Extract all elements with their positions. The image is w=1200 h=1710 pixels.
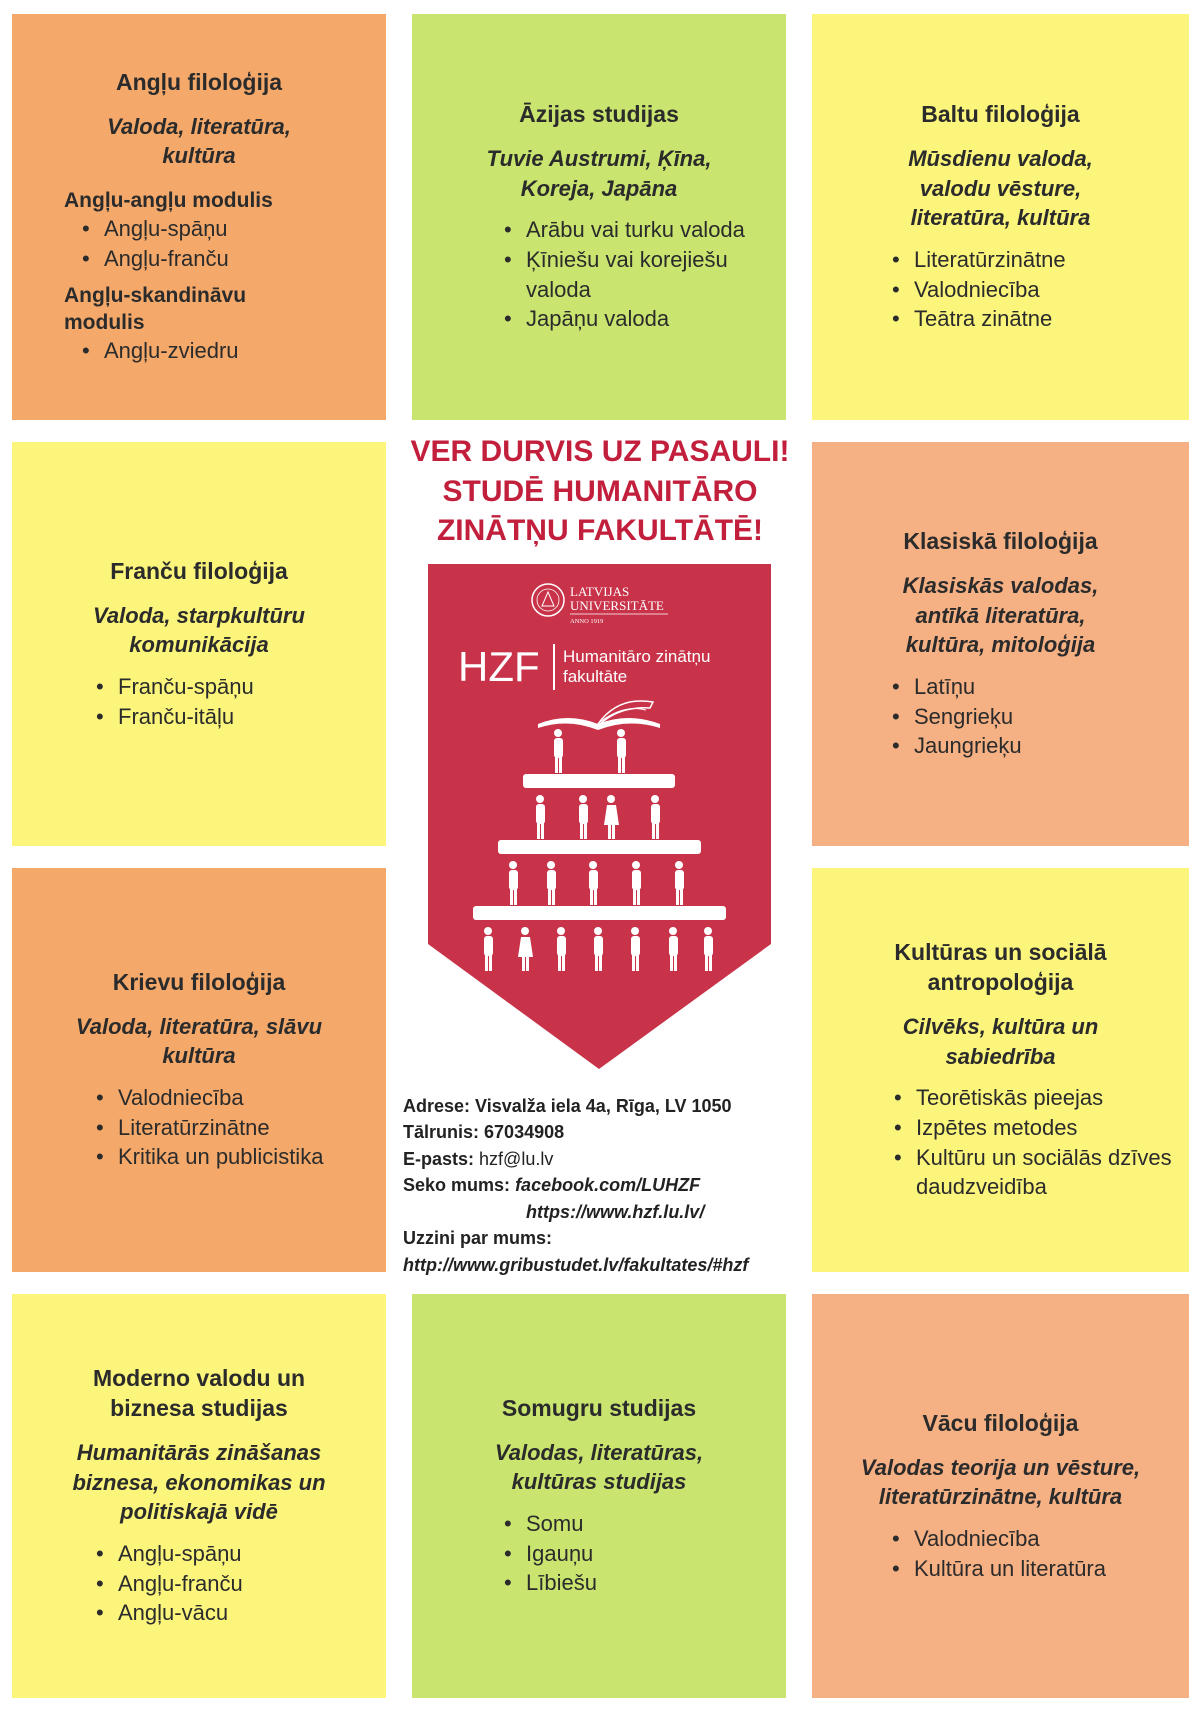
card-title: Moderno valodu un biznesa studijas bbox=[92, 1365, 306, 1421]
list-item: • Angļu-spāņu bbox=[90, 1539, 243, 1569]
list-item: • Angļu-franču bbox=[90, 1569, 243, 1599]
card-subtitle: Valodas, literatūras, kultūras studijas bbox=[494, 1439, 704, 1495]
list-item: • Kultūru un sociālās dzīves daudzveidība bbox=[888, 1143, 1178, 1202]
list-item: • Japāņu valoda bbox=[498, 304, 758, 334]
address-row bbox=[403, 1093, 823, 1119]
card-azijas-studijas bbox=[412, 14, 786, 420]
list-item: • Angļu-spāņu bbox=[76, 214, 229, 244]
card-somugru-studijas bbox=[412, 1294, 786, 1698]
card-subtitle: Mūsdienu valoda, valodu vēsture, literatūra, kultūra bbox=[908, 145, 1093, 231]
facebook-link[interactable]: facebook.com/LUHZF bbox=[515, 1175, 701, 1196]
card-list bbox=[886, 245, 1066, 334]
card-subtitle: Valoda, starpkultūru komunikācija bbox=[93, 602, 305, 658]
list-item: • Kritika un publicistika bbox=[90, 1142, 323, 1172]
headline-line: ZINĀTŅU FAKULTĀTĒ! bbox=[436, 514, 764, 548]
phone-value: 67034908 bbox=[484, 1122, 565, 1143]
list-item: • Angļu-zviedru bbox=[76, 336, 239, 366]
phone-row bbox=[403, 1119, 823, 1145]
card-list bbox=[888, 1083, 1178, 1202]
card-list bbox=[90, 672, 254, 731]
card-francu-filologija bbox=[12, 442, 386, 846]
card-title: Angļu filoloģija bbox=[115, 68, 283, 95]
email-label: E-pasts: bbox=[403, 1148, 475, 1169]
card-krievu-filologija bbox=[12, 868, 386, 1272]
list-item: • Literatūrzinātne bbox=[90, 1113, 323, 1143]
card-moderno-valodu bbox=[12, 1294, 386, 1698]
list-item: • Arābu vai turku valoda bbox=[498, 215, 758, 245]
card-title: Franču filoloģija bbox=[110, 557, 288, 584]
module-list bbox=[76, 336, 239, 366]
card-subtitle: Valodas teorija un vēsture, literatūrzinātne, kultūra bbox=[860, 1454, 1141, 1510]
module-list bbox=[76, 214, 229, 273]
list-item: • Kultūra un literatūra bbox=[886, 1554, 1106, 1584]
headline-line: VER DURVIS UZ PASAULI! bbox=[410, 435, 790, 468]
faculty-name-line1: Humanitāro zinātņu bbox=[563, 647, 711, 666]
card-subtitle: Valoda, literatūra, slāvu kultūra bbox=[75, 1013, 323, 1069]
card-list bbox=[886, 672, 1022, 761]
email-link[interactable]: hzf@lu.lv bbox=[479, 1148, 554, 1169]
module-title: Angļu-skandināvu modulis bbox=[64, 283, 247, 335]
card-list bbox=[498, 1509, 597, 1598]
list-item: • Lībiešu bbox=[498, 1568, 597, 1598]
list-item: • Jaungrieķu bbox=[886, 731, 1022, 761]
address-label: Adrese: bbox=[403, 1096, 471, 1116]
list-item: • Teorētiskās pieejas bbox=[888, 1083, 1178, 1113]
list-item: • Franču-spāņu bbox=[90, 672, 254, 702]
website-row bbox=[403, 1199, 823, 1225]
headline bbox=[400, 432, 800, 551]
list-item: • Franču-itāļu bbox=[90, 702, 254, 732]
card-title: Krievu filoloģija bbox=[112, 968, 286, 995]
list-item: • Somu bbox=[498, 1509, 597, 1539]
card-title: Āzijas studijas bbox=[519, 100, 679, 127]
univ-name-line2: UNIVERSITĀTE bbox=[570, 598, 664, 613]
card-subtitle: Humanitārās zināšanas biznesa, ekonomikas un politiskajā vidē bbox=[72, 1439, 326, 1525]
banner-shape bbox=[428, 564, 771, 1069]
contact-info bbox=[403, 1093, 823, 1278]
card-anglu-filologija bbox=[12, 14, 386, 420]
card-subtitle: Klasiskās valodas, antīkā literatūra, kultūra, mitoloģija bbox=[902, 572, 1099, 658]
card-subtitle: Valoda, literatūra, kultūra bbox=[107, 113, 291, 169]
list-item: • Ķīniešu vai korejiešu valoda bbox=[498, 245, 758, 304]
follow-row bbox=[403, 1172, 823, 1198]
headline-line: STUDĒ HUMANITĀRO bbox=[442, 474, 758, 508]
card-title: Klasiskā filoloģija bbox=[903, 527, 1098, 554]
learn-link[interactable]: http://www.gribustudet.lv/fakultates/#hzf bbox=[403, 1254, 749, 1275]
list-item: • Izpētes metodes bbox=[888, 1113, 1178, 1143]
list-item: • Valodniecība bbox=[886, 275, 1066, 305]
module-title: Angļu-angļu modulis bbox=[64, 189, 273, 213]
list-item: • Angļu-franču bbox=[76, 244, 229, 274]
card-subtitle: Cilvēks, kultūra un sabiedrība bbox=[902, 1013, 1099, 1069]
card-title: Vācu filoloģija bbox=[922, 1409, 1079, 1436]
univ-anno: ANNO 1919 bbox=[570, 618, 604, 625]
card-list bbox=[886, 1524, 1106, 1583]
card-title: Somugru studijas bbox=[501, 1394, 697, 1421]
card-list bbox=[90, 1539, 243, 1628]
list-item: • Angļu-vācu bbox=[90, 1598, 243, 1628]
list-item: • Igauņu bbox=[498, 1539, 597, 1569]
list-item: • Literatūrzinātne bbox=[886, 245, 1066, 275]
phone-label: Tālrunis: bbox=[403, 1122, 480, 1143]
list-item: • Sengrieķu bbox=[886, 702, 1022, 732]
faculty-banner bbox=[428, 564, 771, 1069]
card-klasiska-filologija bbox=[812, 442, 1189, 846]
learn-label: Uzzini par mums: bbox=[403, 1228, 553, 1249]
faculty-name-line2: fakultāte bbox=[563, 667, 628, 686]
card-kulturas-antropologija bbox=[812, 868, 1189, 1272]
card-subtitle: Tuvie Austrumi, Ķīna, Koreja, Japāna bbox=[486, 145, 712, 201]
address-value: Visvalža iela 4a, Rīga, LV 1050 bbox=[475, 1096, 732, 1116]
website-link[interactable]: https://www.hzf.lu.lv/ bbox=[526, 1201, 705, 1222]
email-row bbox=[403, 1146, 823, 1172]
card-title: Kultūras un sociālā antropoloģija bbox=[894, 939, 1107, 995]
list-item: • Valodniecība bbox=[886, 1524, 1106, 1554]
follow-label: Seko mums: bbox=[403, 1175, 511, 1196]
list-item: • Valodniecība bbox=[90, 1083, 323, 1113]
card-vacu-filologija bbox=[812, 1294, 1189, 1698]
card-title: Baltu filoloģija bbox=[921, 100, 1080, 127]
univ-name-line1: LATVIJAS bbox=[570, 584, 630, 599]
list-item: • Latīņu bbox=[886, 672, 1022, 702]
card-list bbox=[90, 1083, 323, 1172]
list-item: • Teātra zinātne bbox=[886, 304, 1066, 334]
card-baltu-filologija bbox=[812, 14, 1189, 420]
card-list bbox=[498, 215, 758, 334]
hzf-abbr: HZF bbox=[458, 643, 540, 690]
